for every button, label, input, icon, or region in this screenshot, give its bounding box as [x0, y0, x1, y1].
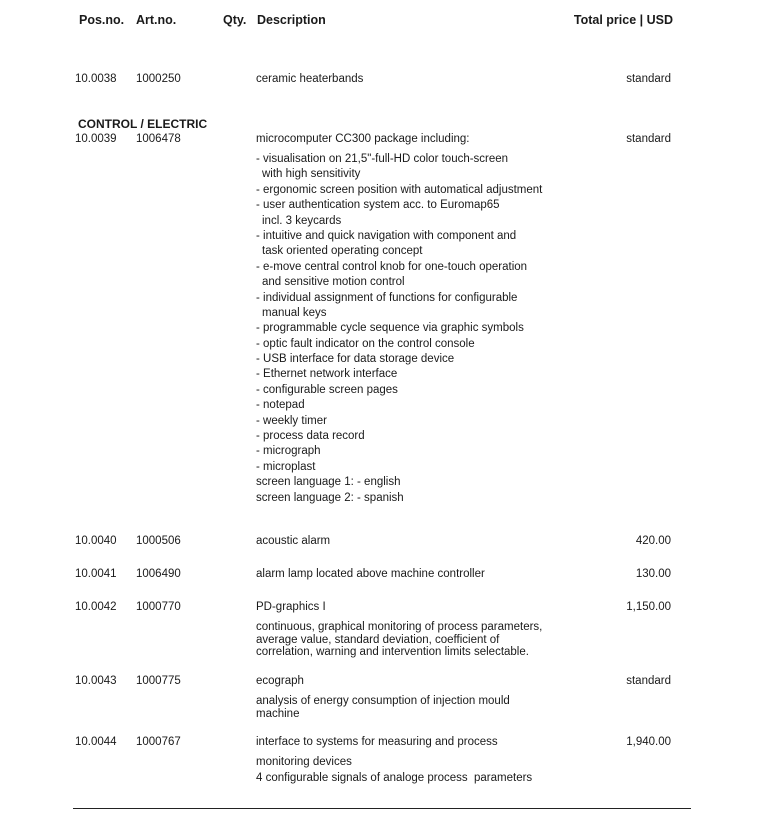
total-price: standard	[626, 73, 671, 85]
art-no: 1006478	[136, 133, 181, 145]
detail-line: manual keys	[262, 306, 327, 319]
detail-line: and sensitive motion control	[262, 276, 405, 289]
detail-line: - programmable cycle sequence via graphic symbols	[256, 322, 524, 335]
detail-line: correlation, warning and intervention limits selectable.	[256, 646, 529, 658]
art-no: 1000767	[136, 736, 181, 748]
description: interface to systems for measuring and process	[256, 736, 498, 748]
art-no: 1000775	[136, 675, 181, 687]
header-art-no: Art.no.	[136, 13, 177, 27]
pos-no: 10.0041	[75, 568, 117, 580]
total-price: 130.00	[635, 568, 671, 580]
total-price: 1,940.00	[626, 736, 671, 748]
description-details	[256, 152, 542, 506]
art-no: 1000770	[136, 601, 181, 613]
art-no: 1006490	[136, 568, 181, 580]
pos-no: 10.0038	[75, 73, 117, 85]
pos-no: 10.0044	[75, 736, 117, 748]
detail-line: average value, standard deviation, coefficient of	[256, 633, 500, 646]
art-no: 1000250	[136, 73, 181, 85]
description: microcomputer CC300 package including:	[256, 133, 470, 145]
detail-line: - user authentication system acc. to Euromap65	[256, 199, 500, 212]
detail-line: continuous, graphical monitoring of process parameters,	[256, 621, 543, 633]
description: PD-graphics I	[256, 601, 326, 613]
detail-line: incl. 3 keycards	[262, 214, 342, 227]
detail-line: - optic fault indicator on the control console	[256, 337, 475, 350]
detail-line: - micrograph	[256, 445, 321, 458]
detail-line: - microplast	[256, 460, 316, 473]
description-details	[256, 755, 532, 786]
detail-line: - configurable screen pages	[256, 383, 398, 396]
section-title: CONTROL / ELECTRIC	[78, 117, 208, 131]
detail-line: - visualisation on 21,5"-full-HD color touch-screen	[256, 153, 509, 165]
header-total-price: Total price | USD	[573, 13, 673, 27]
detail-line: - notepad	[256, 399, 305, 412]
detail-line: 4 configurable signals of analoge process parameters	[256, 771, 533, 784]
detail-line: - e-move central control knob for one-touch operation	[256, 260, 528, 273]
detail-line: - ergonomic screen position with automatical adjustment	[256, 183, 543, 196]
detail-line: analysis of energy consumption of injection mould	[256, 695, 510, 707]
detail-line: machine	[256, 708, 300, 720]
detail-line: monitoring devices	[256, 756, 352, 768]
header-qty: Qty.	[223, 13, 247, 27]
total-price: standard	[626, 675, 671, 687]
pos-no: 10.0040	[75, 535, 117, 547]
detail-line: with high sensitivity	[262, 168, 361, 181]
detail-line: - individual assignment of functions for configurable	[256, 291, 518, 304]
description: ceramic heaterbands	[256, 73, 364, 85]
art-no: 1000506	[136, 535, 181, 547]
bottom-divider	[73, 808, 691, 809]
total-price: 420.00	[635, 535, 671, 547]
detail-line: - process data record	[256, 430, 365, 443]
total-price: 1,150.00	[626, 601, 671, 613]
detail-line: - intuitive and quick navigation with component and	[256, 229, 517, 242]
description: alarm lamp located above machine controller	[256, 568, 485, 580]
pos-no: 10.0042	[75, 601, 117, 613]
detail-line: - weekly timer	[256, 414, 327, 427]
detail-line: screen language 2: - spanish	[256, 491, 404, 504]
header-description: Description	[257, 13, 326, 27]
description-details	[256, 621, 542, 659]
pos-no: 10.0043	[75, 675, 117, 687]
detail-line: screen language 1: - english	[256, 476, 401, 489]
pos-no: 10.0039	[75, 133, 117, 145]
detail-line: - USB interface for data storage device	[256, 353, 455, 366]
description: acoustic alarm	[256, 535, 331, 547]
detail-line: task oriented operating concept	[262, 245, 423, 258]
total-price: standard	[626, 133, 671, 145]
description-details	[256, 695, 510, 721]
description: ecograph	[256, 675, 304, 687]
header-pos-no: Pos.no.	[79, 13, 125, 27]
detail-line: - Ethernet network interface	[256, 368, 398, 381]
